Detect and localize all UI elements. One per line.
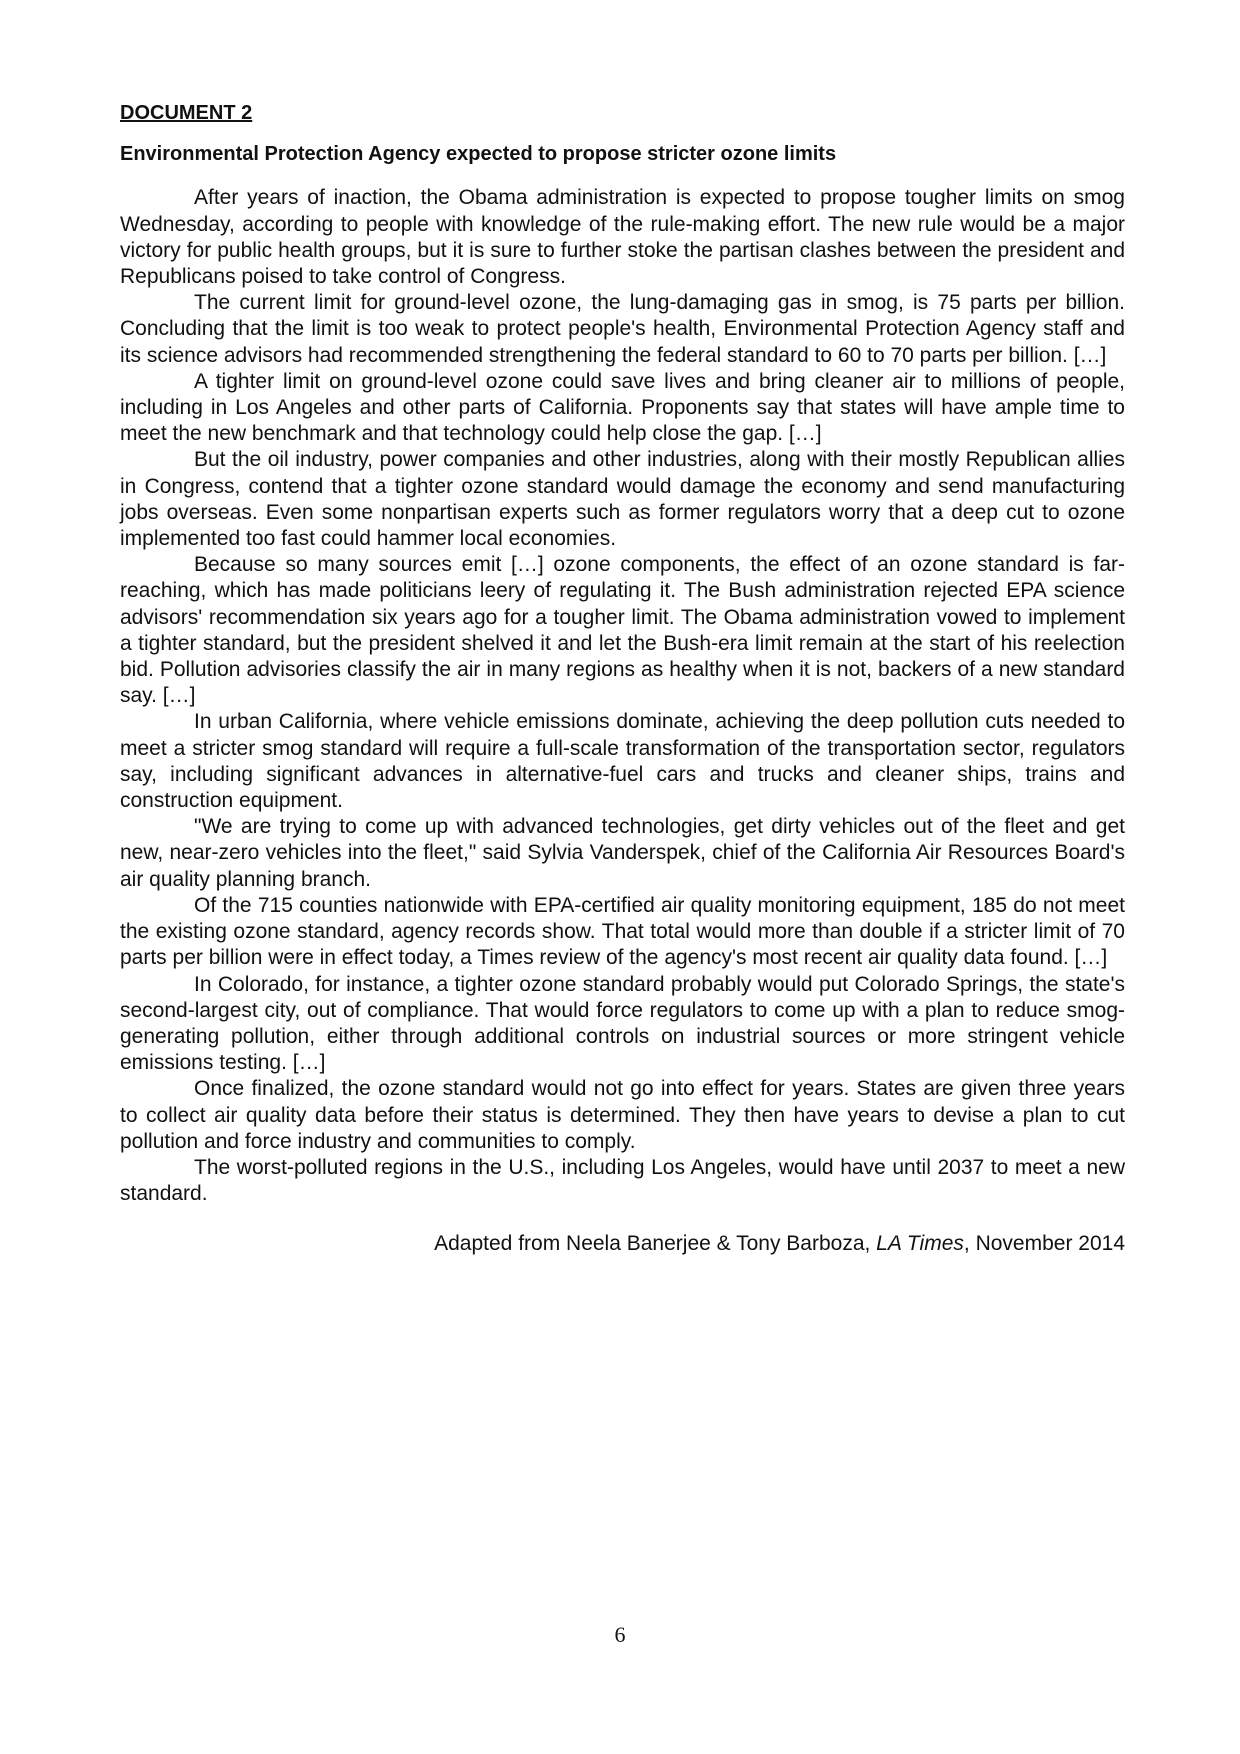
paragraph-3: A tighter limit on ground-level ozone could save lives and bring cleaner air to millions of people, including in Los Angeles and other parts of California. Proponents say that states will have ample time to meet the new benchmark and that technology could help close the gap. […] [120, 369, 1125, 446]
source-publication: LA Times [876, 1232, 964, 1256]
paragraph-4: But the oil industry, power companies and other industries, along with their mostly Republican allies in Congress, contend that a tighter ozone standard would damage the economy and send manufacturing jobs overseas. Even some nonpartisan experts such as former regulators worry that a deep cut to ozone implemented too fast could hammer local economies. [120, 448, 1125, 551]
source-prefix: Adapted from Neela Banerjee & Tony Barboza, [434, 1232, 877, 1256]
paragraph-7: "We are trying to come up with advanced technologies, get dirty vehicles out of the fleet and get new, near-zero vehicles into the fleet," said Sylvia Vanderspek, chief of the California Air Resources Board's air quality planning branch. [120, 815, 1125, 891]
paragraph-9: In Colorado, for instance, a tighter ozone standard probably would put Colorado Springs, the state's second-largest city, out of compliance. That would force regulators to come up with a plan to reduce smog-generating pollution, either through additional controls on industrial sources or more stringent vehicle emissions testing. […] [120, 972, 1125, 1075]
paragraph-2: The current limit for ground-level ozone, the lung-damaging gas in smog, is 75 parts per billion. Concluding that the limit is too weak to protect people's health, Environmental Protection Agency staff and its science advisors had recommended strengthening the federal standard to 60 to 70 parts per billion. […] [120, 291, 1125, 367]
paragraph-5: Because so many sources emit […] ozone components, the effect of an ozone standard is far-reaching, which has made politicians leery of regulating it. The Bush administration rejected EPA science advisors' recommendation six years ago for a tougher limit. The Obama administration vowed to implement a tighter standard, but the president shelved it and let the Bush-era limit remain at the start of his reelection bid. Pollution advisories classify the air in many regions as healthy when it is not, backers of a new standard say. […] [120, 553, 1125, 708]
article-body [120, 185, 1125, 1207]
article-title: Environmental Protection Agency expected to propose stricter ozone limits [120, 143, 837, 166]
paragraph-8: Of the 715 counties nationwide with EPA-certified air quality monitoring equipment, 185 do not meet the existing ozone standard, agency records show. That total would more than double if a stricter limit of 70 parts per billion were in effect today, a Times review of the agency's most recent air quality data found. […] [120, 893, 1125, 970]
document-label: DOCUMENT 2 [120, 102, 253, 124]
source-citation [120, 1231, 1125, 1257]
paragraph-11: The worst-polluted regions in the U.S., including Los Angeles, would have until 2037 to meet a new standard. [120, 1155, 1125, 1206]
document-page [120, 100, 1125, 1258]
source-date: , November 2014 [963, 1232, 1125, 1256]
paragraph-1: After years of inaction, the Obama administration is expected to propose tougher limits on smog Wednesday, according to people with knowledge of the rule-making effort. The new rule would be a major victory for public health groups, but it is sure to further stoke the partisan clashes between the president and Republicans poised to take control of Congress. [120, 186, 1125, 289]
paragraph-6: In urban California, where vehicle emissions dominate, achieving the deep pollution cuts needed to meet a stricter smog standard will require a full-scale transformation of the transportation sector, regulators say, including significant advances in alternative-fuel cars and trucks and cleaner ships, trains and construction equipment. [120, 710, 1125, 813]
paragraph-10: Once finalized, the ozone standard would not go into effect for years. States are given three years to collect air quality data before their status is determined. They then have years to devise a plan to cut pollution and force industry and communities to comply. [120, 1077, 1125, 1153]
page-number: 6 [614, 1622, 626, 1647]
